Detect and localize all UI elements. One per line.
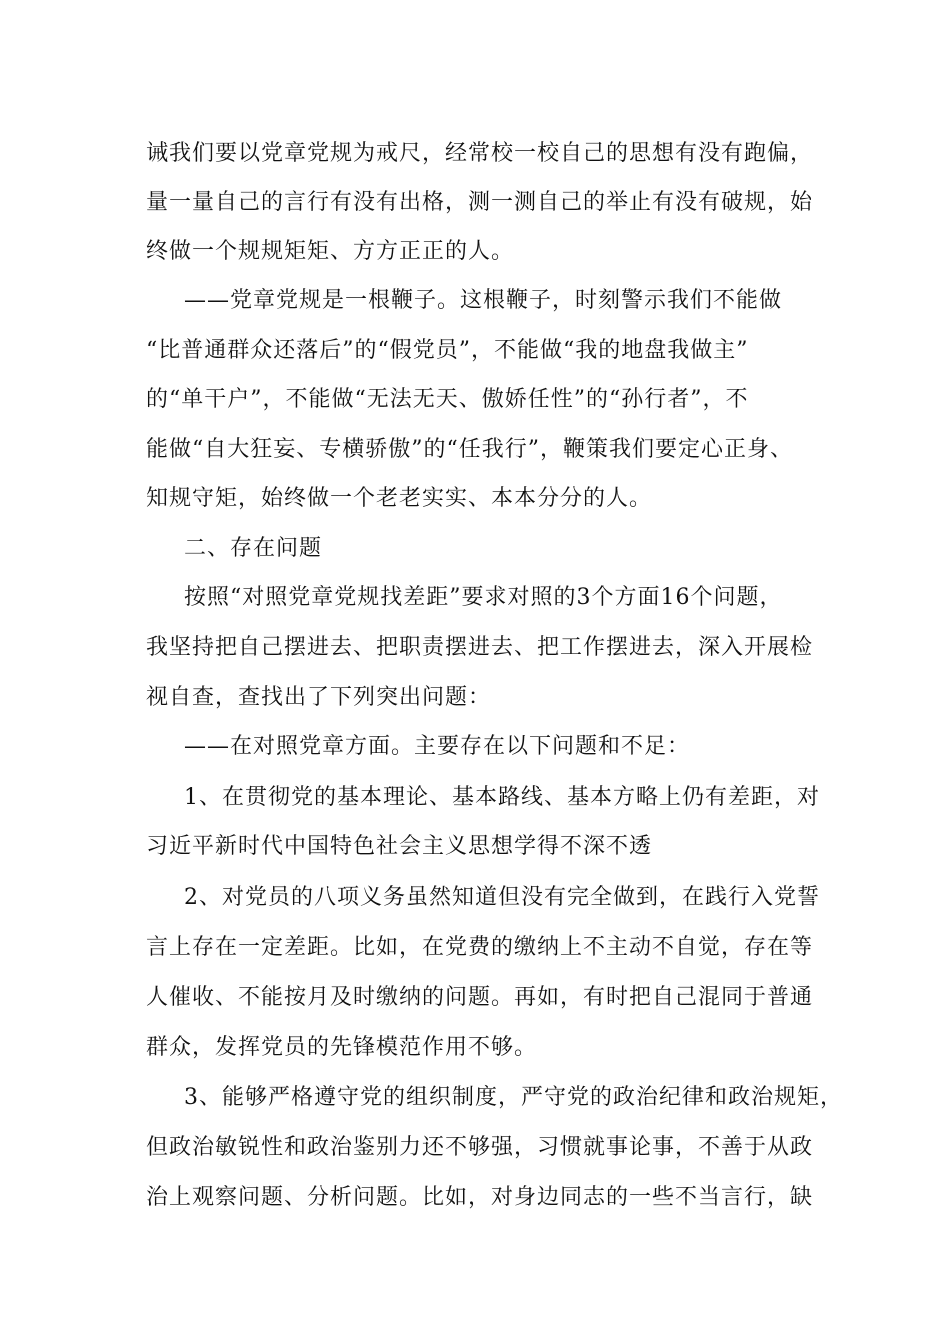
text-line-8: 知规守矩，始终做一个老老实实、本本分分的人。 [146, 486, 653, 511]
text-line-1: 诫我们要以党章党规为戒尺，经常校一校自己的思想有没有跑偏， [146, 141, 814, 166]
section-heading: 二、存在问题 [184, 536, 323, 561]
text-line-12: 视自查，查找出了下列突出问题： [146, 685, 492, 710]
text-line-15: 习近平新时代中国特色社会主义思想学得不深不透 [146, 834, 653, 859]
text-line-17: 言上存在一定差距。比如，在党费的缴纳上不主动不自觉，存在等 [146, 935, 814, 960]
text-line-5: “比普通群众还落后”的“假党员”，不能做“我的地盘我做主” [146, 338, 749, 363]
text-line-7: 能做“自大狂妄、专横骄傲”的“任我行”，鞭策我们要定心正身、 [146, 437, 793, 462]
text-line-22: 治上观察问题、分析问题。比如，对身边同志的一些不当言行，缺 [146, 1185, 814, 1210]
text-line-10: 按照“对照党章党规找差距”要求对照的3个方面16个问题， [184, 585, 783, 610]
text-line-16: 2、对党员的八项义务虽然知道但没有完全做到，在践行入党誓 [184, 885, 820, 910]
text-line-13: ——在对照党章方面。主要存在以下问题和不足： [184, 734, 691, 759]
text-line-14: 1、在贯彻党的基本理论、基本路线、基本方略上仍有差距，对 [184, 785, 820, 810]
text-line-20: 3、能够严格遵守党的组织制度，严守党的政治纪律和政治规矩， [184, 1085, 843, 1110]
text-line-3: 终做一个规规矩矩、方方正正的人。 [146, 239, 515, 264]
text-line-4: ——党章党规是一根鞭子。这根鞭子，时刻警示我们不能做 [184, 288, 783, 313]
text-line-6: 的“单干户”，不能做“无法无天、傲娇任性”的“孙行者”，不 [146, 387, 749, 412]
text-line-11: 我坚持把自己摆进去、把职责摆进去、把工作摆进去，深入开展检 [146, 635, 814, 660]
text-line-2: 量一量自己的言行有没有出格，测一测自己的举止有没有破规，始 [146, 190, 814, 215]
text-line-21: 但政治敏锐性和政治鉴别力还不够强，习惯就事论事，不善于从政 [146, 1135, 814, 1160]
text-line-19: 群众，发挥党员的先锋模范作用不够。 [146, 1035, 538, 1060]
text-line-18: 人催收、不能按月及时缴纳的问题。再如，有时把自己混同于普通 [146, 985, 814, 1010]
